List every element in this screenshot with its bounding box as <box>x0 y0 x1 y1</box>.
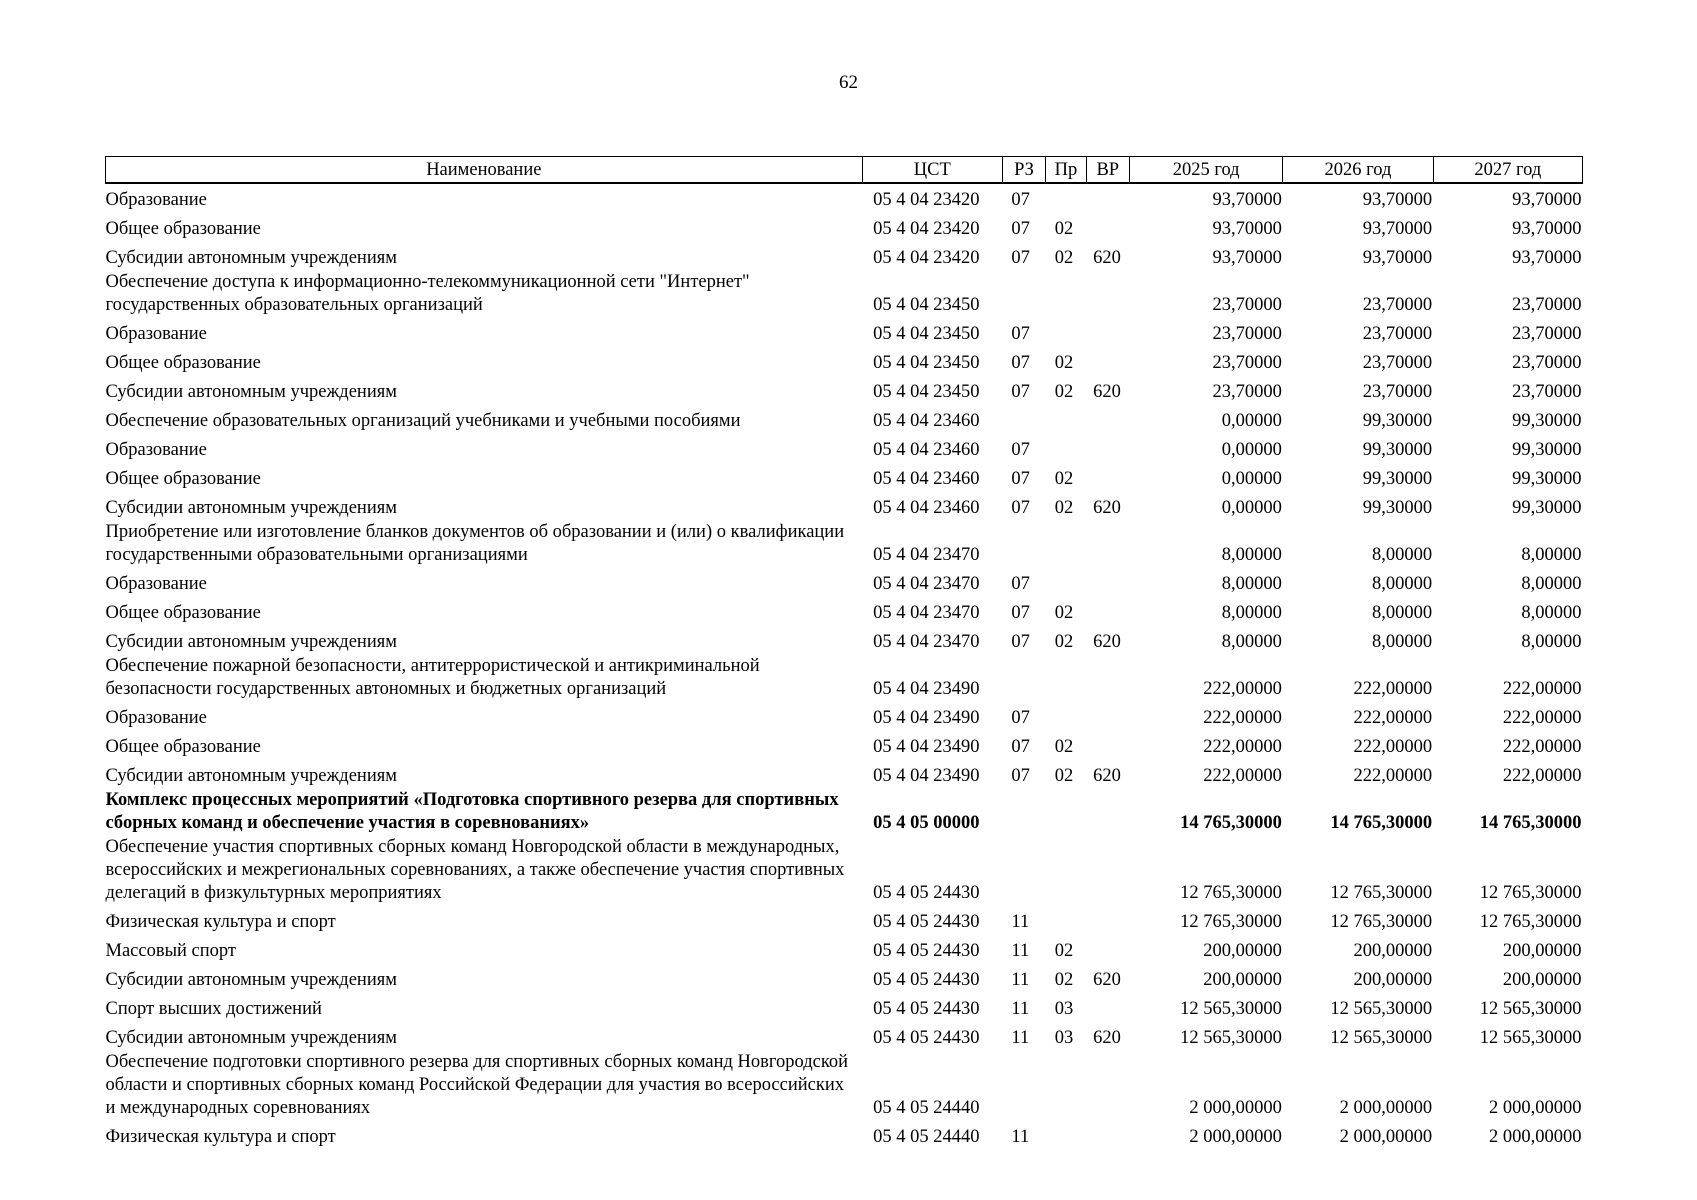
cell-pr <box>1046 701 1086 730</box>
table-row <box>106 905 1583 934</box>
table-row <box>106 183 1583 212</box>
table-row <box>106 788 1583 835</box>
cell-vr <box>1086 1120 1129 1149</box>
cell-cst: 05 4 04 23490 <box>873 679 980 699</box>
cell-cst: 05 4 04 23450 <box>873 295 980 315</box>
cell-vr <box>1086 183 1129 212</box>
cell-2025: 200,00000 <box>1203 941 1282 961</box>
cell-pr: 02 <box>1054 737 1074 757</box>
cell-name: Обеспечение образовательных организаций учебниками и учебными пособиями <box>105 411 741 431</box>
cell-2026: 12 565,30000 <box>1330 1028 1433 1048</box>
cell-2026: 99,30000 <box>1362 440 1433 460</box>
cell-2026: 23,70000 <box>1362 353 1433 373</box>
cell-2027: 23,70000 <box>1512 382 1582 402</box>
cell-rz <box>1002 1050 1045 1120</box>
cell-2026: 93,70000 <box>1362 190 1433 210</box>
cell-rz: 07 <box>1011 574 1030 594</box>
cell-2026: 14 765,30000 <box>1330 813 1433 833</box>
cell-2025: 12 565,30000 <box>1180 999 1282 1019</box>
table-row <box>106 835 1583 905</box>
cell-pr <box>1046 270 1086 317</box>
table-row <box>106 596 1583 625</box>
cell-pr <box>1046 404 1086 433</box>
cell-pr: 02 <box>1054 248 1074 268</box>
cell-2026: 23,70000 <box>1362 324 1433 344</box>
cell-vr <box>1086 433 1129 462</box>
cell-2026: 8,00000 <box>1372 574 1433 594</box>
table-row <box>106 567 1583 596</box>
cell-name: Спорт высших достижений <box>105 999 322 1019</box>
cell-2025: 0,00000 <box>1221 411 1282 431</box>
table-row <box>106 520 1583 567</box>
cell-2025: 12 565,30000 <box>1180 1028 1282 1048</box>
cell-2025: 23,70000 <box>1212 295 1282 315</box>
cell-rz: 07 <box>1011 632 1030 652</box>
cell-2027: 12 765,30000 <box>1479 912 1582 932</box>
cell-name: Субсидии автономным учреждениям <box>105 970 397 990</box>
cell-2025: 8,00000 <box>1221 632 1282 652</box>
cell-name: Субсидии автономным учреждениям <box>105 248 397 268</box>
cell-name: Образование <box>105 440 207 460</box>
cell-rz: 11 <box>1011 941 1030 961</box>
cell-pr: 03 <box>1054 1028 1074 1048</box>
cell-2025: 222,00000 <box>1203 679 1282 699</box>
cell-cst: 05 4 04 23470 <box>873 603 980 623</box>
cell-vr <box>1086 270 1129 317</box>
cell-vr <box>1086 701 1129 730</box>
cell-2027: 99,30000 <box>1512 469 1582 489</box>
cell-cst: 05 4 04 23490 <box>873 708 980 728</box>
cell-rz: 11 <box>1011 999 1030 1019</box>
cell-2025: 14 765,30000 <box>1180 813 1282 833</box>
cell-name: Общее образование <box>105 603 261 623</box>
cell-cst: 05 4 05 24430 <box>873 941 980 961</box>
cell-vr <box>1086 567 1129 596</box>
cell-2026: 99,30000 <box>1362 498 1433 518</box>
cell-pr: 02 <box>1054 219 1074 239</box>
cell-rz: 11 <box>1011 1127 1030 1147</box>
cell-2025: 12 765,30000 <box>1180 883 1282 903</box>
cell-cst: 05 4 05 24430 <box>873 912 980 932</box>
cell-name: Массовый спорт <box>105 941 236 961</box>
cell-vr: 620 <box>1093 382 1121 402</box>
table-row <box>106 346 1583 375</box>
cell-rz: 07 <box>1011 248 1030 268</box>
cell-pr <box>1046 567 1086 596</box>
cell-pr: 02 <box>1054 382 1074 402</box>
table-row <box>106 1050 1583 1120</box>
cell-rz: 07 <box>1011 353 1030 373</box>
cell-rz <box>1002 654 1045 701</box>
table-row <box>106 759 1583 788</box>
cell-name: Субсидии автономным учреждениям <box>105 382 397 402</box>
cell-pr: 02 <box>1054 941 1074 961</box>
cell-pr <box>1046 1120 1086 1149</box>
header-rz: РЗ <box>1002 157 1045 184</box>
cell-cst: 05 4 04 23450 <box>873 382 980 402</box>
cell-cst: 05 4 04 23420 <box>873 219 980 239</box>
cell-2026: 93,70000 <box>1362 219 1433 239</box>
cell-rz: 07 <box>1011 498 1030 518</box>
cell-2026: 8,00000 <box>1372 545 1433 565</box>
cell-cst: 05 4 04 23490 <box>873 766 980 786</box>
cell-2025: 23,70000 <box>1212 382 1282 402</box>
cell-2025: 12 765,30000 <box>1180 912 1282 932</box>
cell-cst: 05 4 05 24440 <box>873 1127 980 1147</box>
cell-2025: 222,00000 <box>1203 766 1282 786</box>
cell-name: Субсидии автономным учреждениям <box>105 766 397 786</box>
cell-rz: 07 <box>1011 469 1030 489</box>
cell-vr: 620 <box>1093 970 1121 990</box>
cell-rz: 07 <box>1011 440 1030 460</box>
cell-2027: 12 565,30000 <box>1479 1028 1582 1048</box>
cell-pr: 03 <box>1054 999 1074 1019</box>
cell-2027: 93,70000 <box>1512 190 1582 210</box>
cell-vr: 620 <box>1093 632 1121 652</box>
cell-2026: 222,00000 <box>1353 708 1433 728</box>
cell-rz: 11 <box>1011 912 1030 932</box>
cell-pr: 02 <box>1054 498 1074 518</box>
table-row <box>106 491 1583 520</box>
cell-cst: 05 4 04 23420 <box>873 248 980 268</box>
cell-2025: 0,00000 <box>1221 498 1282 518</box>
cell-rz: 07 <box>1011 219 1030 239</box>
table-body <box>106 183 1583 1149</box>
cell-2025: 93,70000 <box>1212 219 1282 239</box>
cell-name: Субсидии автономным учреждениям <box>105 1028 397 1048</box>
cell-name: Обеспечение участия спортивных сборных команд Новгородской области в международных, всероссийских и межрегиональных соревнованиях, а также обеспечение участия спортивных делегаций в физкультурных мероприятиях <box>105 837 845 903</box>
cell-vr <box>1086 404 1129 433</box>
cell-pr: 02 <box>1054 603 1074 623</box>
cell-2027: 23,70000 <box>1512 324 1582 344</box>
cell-name: Приобретение или изготовление бланков документов об образовании и (или) о квалификации государственными образовательными организациями <box>105 522 845 565</box>
cell-2027: 8,00000 <box>1521 632 1582 652</box>
cell-cst: 05 4 04 23420 <box>873 190 980 210</box>
cell-2026: 93,70000 <box>1362 248 1433 268</box>
table-row <box>106 625 1583 654</box>
cell-name: Субсидии автономным учреждениям <box>105 498 397 518</box>
table-row <box>106 1120 1583 1149</box>
cell-2027: 12 565,30000 <box>1479 999 1582 1019</box>
table-row <box>106 375 1583 404</box>
cell-rz: 07 <box>1011 708 1030 728</box>
cell-2027: 8,00000 <box>1521 603 1582 623</box>
cell-2026: 99,30000 <box>1362 469 1433 489</box>
cell-rz: 11 <box>1011 1028 1030 1048</box>
cell-cst: 05 4 05 24430 <box>873 999 980 1019</box>
table-header <box>106 157 1583 184</box>
cell-cst: 05 4 04 23460 <box>873 498 980 518</box>
cell-rz <box>1002 270 1045 317</box>
cell-2025: 93,70000 <box>1212 190 1282 210</box>
header-2026: 2026 год <box>1283 157 1433 184</box>
header-name: Наименование <box>106 157 863 184</box>
cell-name: Образование <box>105 574 207 594</box>
cell-2025: 8,00000 <box>1221 603 1282 623</box>
cell-2026: 23,70000 <box>1362 382 1433 402</box>
cell-rz <box>1002 835 1045 905</box>
table-row <box>106 241 1583 270</box>
cell-2027: 200,00000 <box>1502 941 1582 961</box>
cell-2025: 8,00000 <box>1221 545 1282 565</box>
cell-cst: 05 4 04 23460 <box>873 440 980 460</box>
table-row <box>106 212 1583 241</box>
cell-2025: 0,00000 <box>1221 440 1282 460</box>
cell-2026: 12 565,30000 <box>1330 999 1433 1019</box>
header-pr: Пр <box>1046 157 1086 184</box>
cell-pr <box>1046 654 1086 701</box>
cell-pr: 02 <box>1054 766 1074 786</box>
cell-2027: 8,00000 <box>1521 574 1582 594</box>
table-row <box>106 462 1583 491</box>
cell-2026: 12 765,30000 <box>1330 912 1433 932</box>
cell-rz: 07 <box>1011 190 1030 210</box>
cell-2026: 8,00000 <box>1372 632 1433 652</box>
cell-2025: 2 000,00000 <box>1189 1098 1282 1118</box>
cell-2027: 222,00000 <box>1502 737 1582 757</box>
cell-vr <box>1086 934 1129 963</box>
table-row <box>106 730 1583 759</box>
cell-cst: 05 4 04 23470 <box>873 574 980 594</box>
cell-2026: 23,70000 <box>1362 295 1433 315</box>
cell-2027: 99,30000 <box>1512 411 1582 431</box>
cell-vr <box>1086 835 1129 905</box>
cell-cst: 05 4 05 24440 <box>873 1098 980 1118</box>
cell-cst: 05 4 05 24430 <box>873 1028 980 1048</box>
cell-name: Общее образование <box>105 737 261 757</box>
budget-table <box>105 156 1583 1149</box>
cell-name: Общее образование <box>105 353 261 373</box>
header-cst: ЦСТ <box>862 157 1002 184</box>
cell-pr <box>1046 183 1086 212</box>
table-row <box>106 654 1583 701</box>
cell-2025: 200,00000 <box>1203 970 1282 990</box>
cell-2026: 200,00000 <box>1353 970 1433 990</box>
cell-cst: 05 4 05 00000 <box>873 813 980 833</box>
cell-vr <box>1086 654 1129 701</box>
cell-2027: 2 000,00000 <box>1489 1098 1582 1118</box>
cell-vr <box>1086 520 1129 567</box>
cell-2026: 222,00000 <box>1353 679 1433 699</box>
cell-rz: 07 <box>1011 603 1030 623</box>
cell-pr <box>1046 835 1086 905</box>
cell-cst: 05 4 04 23450 <box>873 353 980 373</box>
cell-2025: 222,00000 <box>1203 708 1282 728</box>
cell-2027: 222,00000 <box>1502 708 1582 728</box>
cell-cst: 05 4 04 23460 <box>873 469 980 489</box>
table-row <box>106 1021 1583 1050</box>
cell-2026: 222,00000 <box>1353 737 1433 757</box>
cell-vr <box>1086 1050 1129 1120</box>
table-row <box>106 270 1583 317</box>
cell-2025: 2 000,00000 <box>1189 1127 1282 1147</box>
cell-rz: 07 <box>1011 766 1030 786</box>
cell-name: Субсидии автономным учреждениям <box>105 632 397 652</box>
cell-pr <box>1046 433 1086 462</box>
cell-2026: 99,30000 <box>1362 411 1433 431</box>
cell-pr: 02 <box>1054 469 1074 489</box>
cell-2027: 14 765,30000 <box>1479 813 1582 833</box>
cell-cst: 05 4 04 23450 <box>873 324 980 344</box>
cell-name: Обеспечение подготовки спортивного резерва для спортивных сборных команд Новгородской области и спортивных сборных команд Российской Федерации для участия во всероссийских и международных соревнованиях <box>105 1052 849 1118</box>
header-2025: 2025 год <box>1129 157 1282 184</box>
cell-name: Физическая культура и спорт <box>105 1127 336 1147</box>
cell-2026: 2 000,00000 <box>1339 1127 1433 1147</box>
table-row <box>106 317 1583 346</box>
cell-pr: 02 <box>1054 632 1074 652</box>
cell-cst: 05 4 04 23470 <box>873 545 980 565</box>
cell-pr <box>1046 520 1086 567</box>
cell-vr: 620 <box>1093 498 1121 518</box>
cell-name: Образование <box>105 324 207 344</box>
header-2027: 2027 год <box>1433 157 1582 184</box>
cell-vr <box>1086 905 1129 934</box>
cell-pr <box>1046 317 1086 346</box>
cell-2026: 2 000,00000 <box>1339 1098 1433 1118</box>
cell-pr <box>1046 905 1086 934</box>
cell-2027: 200,00000 <box>1502 970 1582 990</box>
cell-rz <box>1002 520 1045 567</box>
cell-vr <box>1086 596 1129 625</box>
cell-2027: 222,00000 <box>1502 679 1582 699</box>
cell-name: Обеспечение доступа к информационно-телекоммуникационной сети "Интернет" государственных образовательных организаций <box>105 272 750 315</box>
cell-2025: 8,00000 <box>1221 574 1282 594</box>
cell-cst: 05 4 04 23470 <box>873 632 980 652</box>
cell-vr: 620 <box>1093 766 1121 786</box>
table-row <box>106 433 1583 462</box>
cell-name: Комплекс процессных мероприятий «Подготовка спортивного резерва для спортивных сборных команд и обеспечение участия в соревнованиях» <box>105 790 839 833</box>
cell-rz <box>1002 788 1045 835</box>
cell-rz <box>1002 404 1045 433</box>
cell-pr: 02 <box>1054 970 1074 990</box>
cell-cst: 05 4 05 24430 <box>873 970 980 990</box>
cell-2025: 0,00000 <box>1221 469 1282 489</box>
cell-name: Образование <box>105 190 207 210</box>
table-row <box>106 963 1583 992</box>
cell-2027: 99,30000 <box>1512 498 1582 518</box>
table-row <box>106 934 1583 963</box>
cell-vr <box>1086 462 1129 491</box>
cell-2027: 93,70000 <box>1512 248 1582 268</box>
cell-2027: 2 000,00000 <box>1489 1127 1582 1147</box>
cell-2027: 23,70000 <box>1512 353 1582 373</box>
cell-2027: 23,70000 <box>1512 295 1582 315</box>
cell-2027: 12 765,30000 <box>1479 883 1582 903</box>
cell-2025: 222,00000 <box>1203 737 1282 757</box>
page-number: 62 <box>839 72 858 93</box>
cell-name: Общее образование <box>105 219 261 239</box>
cell-name: Образование <box>105 708 207 728</box>
cell-name: Обеспечение пожарной безопасности, антитеррористической и антикриминальной безопасности государственных автономных и бюджетных организаций <box>105 656 760 699</box>
cell-2027: 222,00000 <box>1502 766 1582 786</box>
cell-rz: 07 <box>1011 737 1030 757</box>
cell-2027: 93,70000 <box>1512 219 1582 239</box>
table-row <box>106 992 1583 1021</box>
cell-rz: 07 <box>1011 324 1030 344</box>
cell-vr <box>1086 992 1129 1021</box>
cell-vr <box>1086 317 1129 346</box>
cell-2026: 222,00000 <box>1353 766 1433 786</box>
cell-cst: 05 4 04 23490 <box>873 737 980 757</box>
cell-2027: 8,00000 <box>1521 545 1582 565</box>
table-row <box>106 404 1583 433</box>
cell-2026: 8,00000 <box>1372 603 1433 623</box>
cell-rz: 07 <box>1011 382 1030 402</box>
cell-2025: 93,70000 <box>1212 248 1282 268</box>
cell-cst: 05 4 04 23460 <box>873 411 980 431</box>
cell-2026: 200,00000 <box>1353 941 1433 961</box>
cell-pr <box>1046 788 1086 835</box>
cell-2027: 99,30000 <box>1512 440 1582 460</box>
cell-rz: 11 <box>1011 970 1030 990</box>
cell-pr: 02 <box>1054 353 1074 373</box>
cell-pr <box>1046 1050 1086 1120</box>
cell-2025: 23,70000 <box>1212 324 1282 344</box>
cell-vr <box>1086 730 1129 759</box>
cell-cst: 05 4 05 24430 <box>873 883 980 903</box>
cell-2025: 23,70000 <box>1212 353 1282 373</box>
table-row <box>106 701 1583 730</box>
cell-2026: 12 765,30000 <box>1330 883 1433 903</box>
cell-vr <box>1086 212 1129 241</box>
header-vr: ВР <box>1086 157 1129 184</box>
cell-vr: 620 <box>1093 1028 1121 1048</box>
cell-name: Общее образование <box>105 469 261 489</box>
cell-name: Физическая культура и спорт <box>105 912 336 932</box>
cell-vr: 620 <box>1093 248 1121 268</box>
cell-vr <box>1086 788 1129 835</box>
cell-vr <box>1086 346 1129 375</box>
